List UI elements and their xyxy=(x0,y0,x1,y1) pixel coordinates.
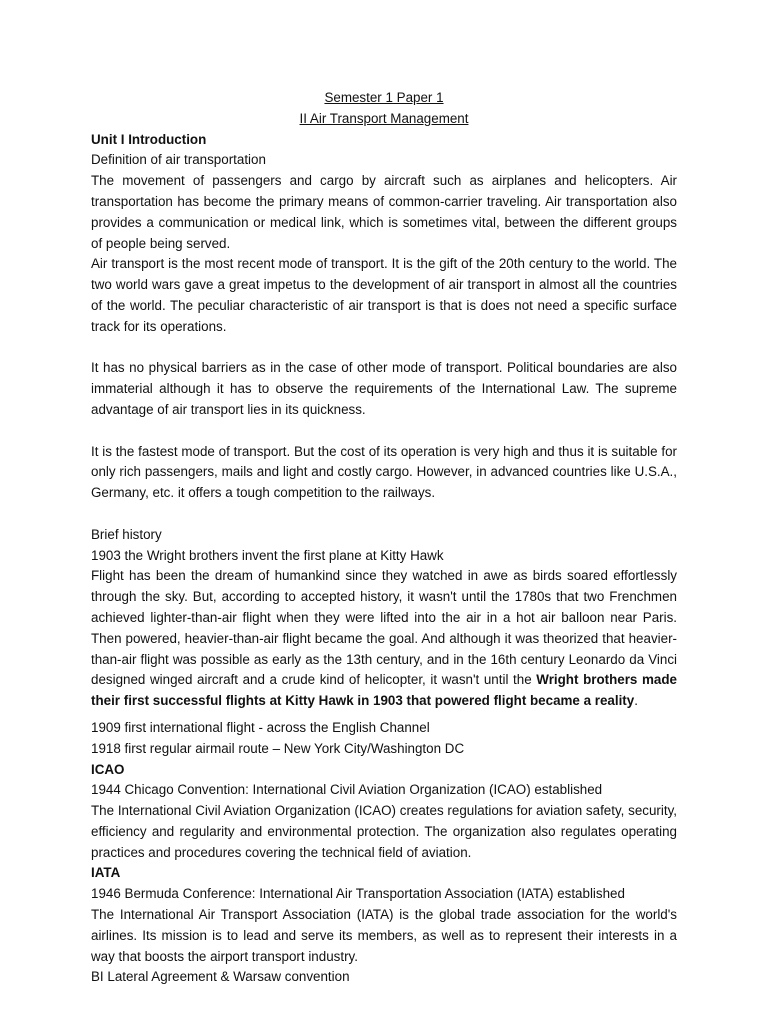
history-item-1903: 1903 the Wright brothers invent the first plane at Kitty Hawk xyxy=(91,547,444,563)
paragraph-recent-mode: Air transport is the most recent mode of transport. It is the gift of the 20th century to the world. The two world wars gave a great impetus to the development of air transport in almost all the countries of the world. The peculiar characteristic of air transport is that is does not need a specific surface track for its operations. xyxy=(91,256,677,334)
paragraph-icao: The International Civil Aviation Organization (ICAO) creates regulations for aviation safety, security, efficiency and regularity and environmental protection. The organization also regulates operating practices and procedures covering the technical field of aviation. xyxy=(91,803,677,860)
unit-heading: Unit I Introduction xyxy=(91,131,207,147)
iata-item-1946: 1946 Bermuda Conference: International Air Transportation Association (IATA) established xyxy=(91,886,625,902)
iata-heading: IATA xyxy=(91,865,121,881)
flight-history-bold: Wright brothers made their first successful flights at Kitty Hawk in 1903 that powered flight became a reality xyxy=(91,672,677,709)
flight-history-end: . xyxy=(634,693,638,709)
flight-history-text: Flight has been the dream of humankind since they watched in awe as birds soared effortlessly through the sky. But, according to accepted history, it wasn't until the 1780s that two Frenchmen achieved lighter-than-air flight when they were lifted into the air in a hot air balloon near Paris. Then powered, heavier-than-air flight became the goal. And although it was theorized that heavier-than-air flight was possible as early as the 13th century, and in the 16th century Leonardo da Vinci designed winged aircraft and a crude kind of helicopter, it wasn't until the xyxy=(91,568,677,688)
paragraph-iata: The International Air Transport Association (IATA) is the global trade association for the world's airlines. Its mission is to lead and serve its members, as well as to represent their interests in a way that boosts the airport transport industry. xyxy=(91,907,677,964)
document-title: Semester 1 Paper 1 xyxy=(324,90,444,105)
history-item-1918: 1918 first regular airmail route – New York City/Washington DC xyxy=(91,740,465,756)
icao-heading: ICAO xyxy=(91,761,125,777)
paragraph-no-barriers: It has no physical barriers as in the case of other mode of transport. Political boundaries are also immaterial although it has to observe the requirements of the International Law. The supreme advantage of air transport lies in its quickness. xyxy=(91,360,677,417)
icao-item-1944: 1944 Chicago Convention: International Civil Aviation Organization (ICAO) established xyxy=(91,782,603,798)
paragraph-definition: The movement of passengers and cargo by aircraft such as airplanes and helicopters. Air transportation has become the primary means of common-carrier traveling. Air transportation also provides a communication or medical link, which is sometimes vital, between the different groups of people being served. xyxy=(91,173,677,251)
paragraph-flight-history xyxy=(91,566,677,712)
next-topic-label: BI Lateral Agreement & Warsaw convention xyxy=(91,969,350,985)
definition-label: Definition of air transportation xyxy=(91,152,266,168)
brief-history-label: Brief history xyxy=(91,526,162,542)
document-page xyxy=(91,88,677,988)
history-item-1909: 1909 first international flight - across the English Channel xyxy=(91,719,430,735)
paragraph-fastest-mode: It is the fastest mode of transport. But the cost of its operation is very high and thus it is suitable for only rich passengers, mails and light and costly cargo. However, in advanced countries like U.S.A., Germany, etc. it offers a tough competition to the railways. xyxy=(91,443,677,501)
document-subtitle: II Air Transport Management xyxy=(299,110,469,126)
